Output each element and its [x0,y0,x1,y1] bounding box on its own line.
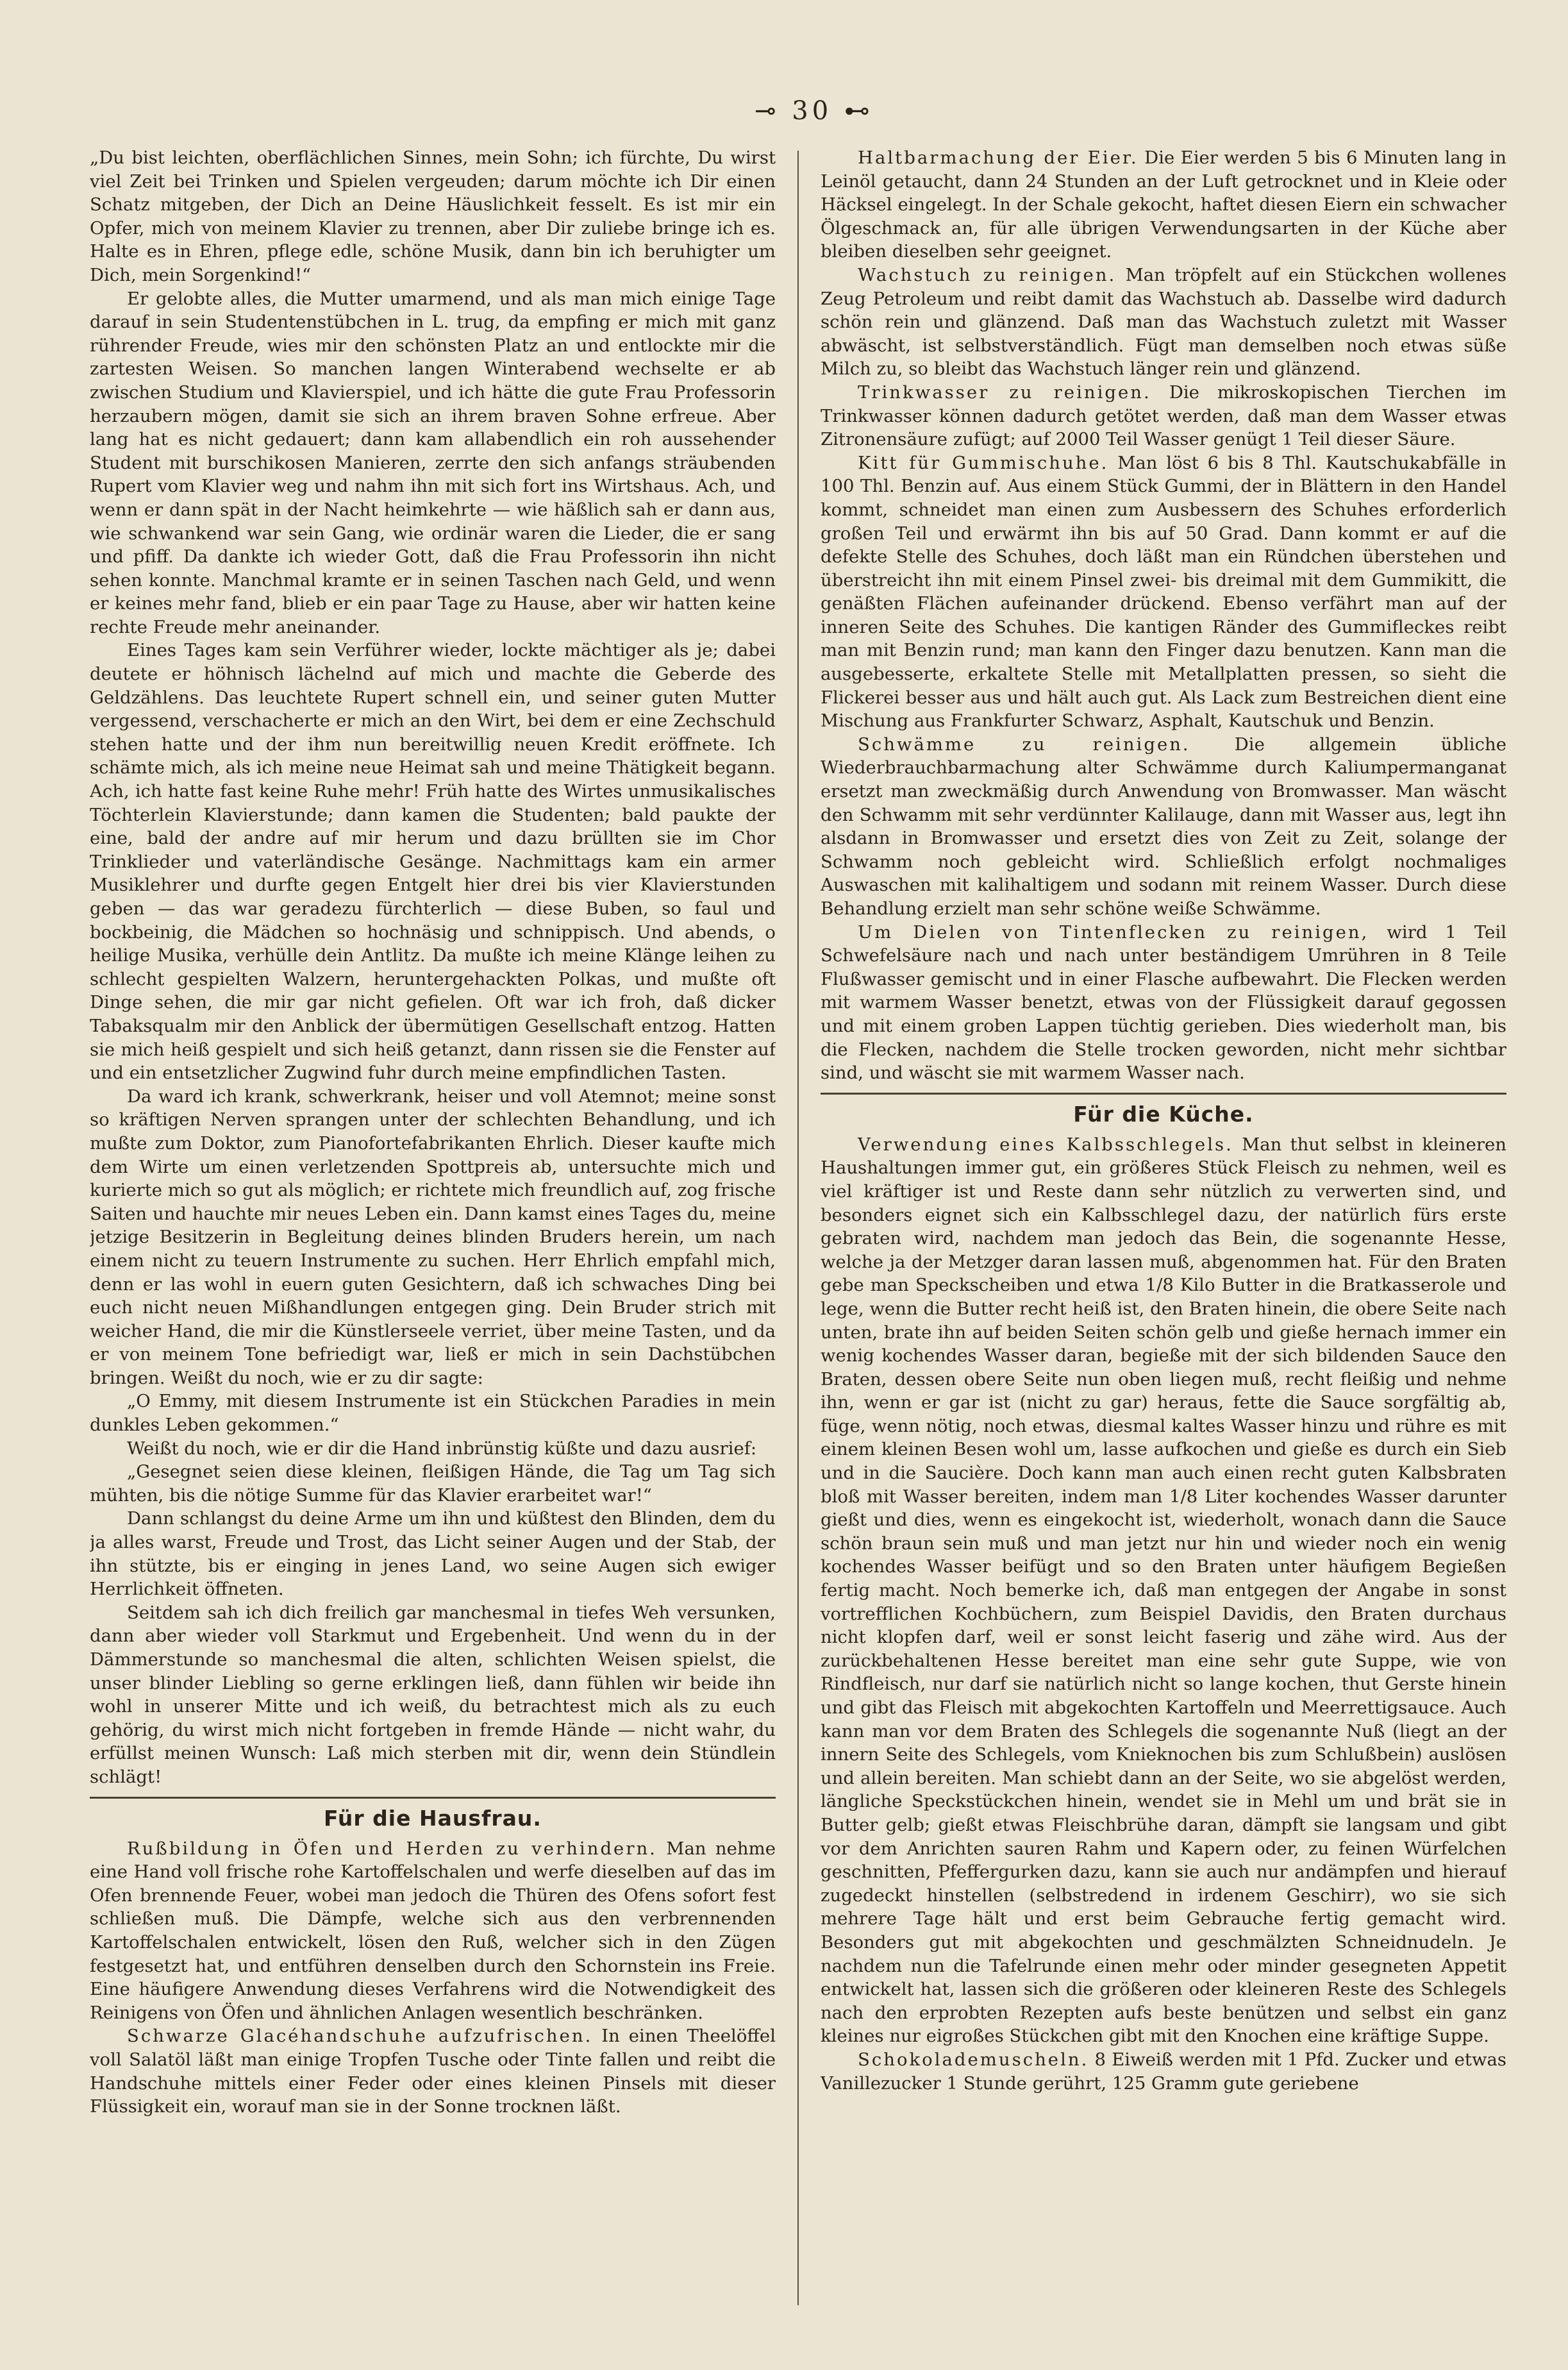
recipe-text: Die mikroskopischen Tierchen im Trinkwasser können dadurch getötet werden, daß man dem Wasser etwas Zitronensäure zufügt; auf 2000 Teil Wasser genügt 1 Teil dieser Säure. [821,382,1506,450]
recipe-heading: Wachstuch zu reinigen. [858,264,1117,285]
recipe-text: Man tröpfelt auf ein Stückchen wollenes Zeug Petroleum und reibt damit das Wachstuch ab. Dasselbe wird dadurch schön rein und glänzend. Daß man das Wachstuch zuletzt mit Wasser abwäscht, ist selbstverständlich. Fügt man demselben noch etwas süße Milch zu, so bleibt das Wachstuch länger rein und glänzend. [821,264,1506,380]
story-paragraph: „O Emmy, mit diesem Instrumente ist ein Stückchen Paradies in mein dunkles Leben gekommen.“ [90,1391,776,1436]
recipe-heading: Verwendung eines Kalbsschlegels. [858,1134,1233,1155]
recipe-heading: Schwarze Glacéhandschuhe aufzufrischen. [127,2026,593,2047]
story-paragraph: Weißt du noch, wie er dir die Hand inbrünstig küßte und dazu ausrief: [127,1438,757,1459]
recipe-text: 8 Eiweiß werden mit 1 Pfd. Zucker und etwas Vanillezucker 1 Stunde gerührt, 125 Gramm gute geriebene [821,2049,1506,2094]
recipe-text: Die allgemein übliche Wiederbrauchbarmachung alter Schwämme durch Kaliumpermanganat ersetzt man zweckmäßig durch Anwendung von Bromwasser. Man wäscht den Schwamm mit sehr verdünnter Kalilauge, dann mit Wasser aus, legt ihn alsdann in Bromwasser und ersetzt dies von Zeit zu Zeit, solange der Schwamm noch gebleicht wird. Schließlich erfolgt nochmaliges Auswaschen mit kalihaltigem und sodann mit reinem Wasser. Durch diese Behandlung erzielt man sehr schöne weiße Schwämme. [821,734,1506,919]
recipe-text: Die Eier werden 5 bis 6 Minuten lang in Leinöl getaucht, dann 24 Stunden an der Luft getrocknet und in Kleie oder Häcksel eingelegt. In der Schale gekocht, haftet diesen Eiern ein schwacher Ölgeschmack an, für alle übrigen Verwendungsarten in der Küche aber bleiben dieselben sehr geeignet. [821,147,1506,262]
recipe-text: Man löst 6 bis 8 Thl. Kautschukabfälle in 100 Thl. Benzin auf. Aus einem Stück Gummi, der in Blättern in den Handel kommt, schneidet man einen zum Ausbessern des Schuhes erforderlich großen Teil und erwärmt ihn bis auf 50 Grad. Dann kommt er auf die defekte Stelle des Schuhes, doch läßt man ein Ründchen überstehen und überstreicht ihn mit einem Pinsel zwei- bis dreimal mit dem Gummikitt, die genäßten Flächen aufeinander drückend. Ebenso verfährt man auf der inneren Seite des Schuhes. Die kantigen Ränder des Gummifleckes reibt man mit Benzin rund; man kann den Finger dazu benutzen. Kann man die ausgebesserte, erkaltete Stelle mit Metallplatten pressen, so sieht die Flickerei besser aus und hält auch gut. Als Lack zum Bestreichen dient eine Mischung aus Frankfurter Schwarz, Asphalt, Kautschuk und Benzin. [821,452,1506,732]
recipe-text: In einen Theelöffel voll Salatöl läßt man einige Tropfen Tusche oder Tinte fallen und reibt die Handschuhe mittels einer Feder oder eines kleinen Pinsels mit dieser Flüssigkeit ein, worauf man sie in der Sonne trocknen läßt. [90,2026,776,2117]
story-paragraph: Da ward ich krank, schwerkrank, heiser und voll Atemnot; meine sonst so kräftigen Nerven sprangen unter der schlechten Behandlung, und ich mußte zum Doktor, zum Pianofortefabrikanten Ehrlich. Dieser kaufte mich dem Wirte um einen verletzenden Spottpreis ab, untersuchte mich und kurierte mich so gut als möglich; er richtete mich freundlich auf, zog frische Saiten und hauchte mir neues Leben ein. Dann kamst eines Tages du, meine jetzige Besitzerin in Begleitung deines blinden Bruders herein, um nach einem nicht zu teuern Instrumente zu suchen. Herr Ehrlich empfahl mich, denn er las wohl in euern guten Gesichtern, daß ich schwaches Ding bei euch nicht neuen Mißhandlungen entgegen ging. Dein Bruder strich mit weicher Hand, die mir die Künstlerseele verriet, über meine Tasten, und da er von meinem Tone befriedigt war, ließ er mich in sein Dachstübchen bringen. Weißt du noch, wie er zu dir sagte: [90,1086,776,1388]
left-column [90,146,776,2301]
recipe-heading: Schwämme zu reinigen. [858,734,1190,755]
recipe-item [821,2048,1506,2095]
recipe-heading: Haltbarmachung der Eier. [858,147,1138,168]
recipe-heading: Rußbildung in Öfen und Herden zu verhindern. [127,1838,657,1859]
recipe-item [90,2024,776,2118]
recipe-item [821,451,1506,733]
page-number-value: 30 [792,96,833,126]
recipe-heading: Kitt für Gummischuhe. [858,452,1109,473]
recipe-heading: Trinkwasser zu reinigen. [858,382,1151,403]
recipe-item [821,733,1506,921]
recipe-item [821,921,1506,1085]
recipe-item [821,1133,1506,2048]
story-paragraph: „Du bist leichten, oberflächlichen Sinnes, mein Sohn; ich fürchte, Du wirst viel Zeit bei Trinken und Spielen vergeuden; darum möchte ich Dir einen Schatz mitgeben, der Dich an Deine Häuslichkeit fesselt. Es ist mir ein Opfer, mich von meinem Klavier zu trennen, aber Dir zuliebe bringe ich es. Halte es in Ehren, pflege edle, schöne Musik, dann bin ich beruhigter um Dich, mein Sorgenkind!“ [90,147,776,285]
newspaper-page [90,96,1539,2315]
right-column [821,146,1506,2301]
story-paragraph: Dann schlangst du deine Arme um ihn und küßtest den Blinden, dem du ja alles warst, Freude und Trost, das Licht seiner Augen und der Stab, der ihn stützte, bis er einging in jenes Land, wo seine Augen sich ewiger Herrlichkeit öffneten. [90,1508,776,1600]
recipe-item [821,381,1506,451]
story-paragraph: Eines Tages kam sein Verführer wieder, lockte mächtiger als je; dabei deutete er höhnisch lächelnd auf mich und machte die Geberde des Geldzählens. Das leuchtete Rupert schnell ein, und seiner guten Mutter vergessend, verschacherte er mich an den Wirt, bei dem er eine Zechschuld stehen hatte und der ihm nun bereitwillig neuen Kredit eröffnete. Ich schämte mich, als ich meine neue Heimat sah und meine Thätigkeit begann. Ach, ich hatte fast keine Ruhe mehr! Früh hatte des Wirtes unmusikalisches Töchterlein Klavierstunde; dann kamen die Studenten; bald paukte der eine, bald der andre auf mir herum und dazu brüllten sie im Chor Trinklieder und vaterländische Gesänge. Nachmittags kam ein armer Musiklehrer und durfte gegen Entgelt hier drei bis vier Klavierstunden geben — das war geradezu fürchterlich — diese Buben, so faul und bockbeinig, die Mädchen so hochnäsig und schnippisch. Und abends, o heilige Musika, verhülle dein Antlitz. Da mußte ich meine Klänge leihen zu schlecht gespielten Walzern, heruntergehackten Polkas, und mußte oft Dinge sehen, die mir gar nicht gefielen. Oft war ich froh, daß dicker Tabaksqualm mir den Anblick der übermütigen Gesellschaft entzog. Hatten sie mich heiß gespielt und sich heiß getanzt, dann rissen sie die Fenster auf und ein entsetzlicher Zugwind fuhr durch meine empfindlichen Tasten. [90,640,776,1084]
recipe-text: Man nehme eine Hand voll frische rohe Kartoffelschalen und werfe dieselben auf das im Ofen brennende Feuer, wobei man jedoch die Thüren des Ofens sofort fest schließen muß. Die Dämpfe, welche sich aus den verbrennenden Kartoffelschalen entwickelt, lösen den Ruß, welcher sich in den Zügen festgesetzt hat, und entführen denselben durch den Schornstein ins Freie. Eine häufigere Anwendung dieses Verfahrens wird die Notwendigkeit des Reinigens von Öfen und ähnlichen Anlagen wesentlich beschränken. [90,1838,776,2023]
section-title-hausfrau: Für die Hausfrau. [324,1805,542,1831]
recipe-text: wird 1 Teil Schwefelsäure nach und nach unter beständigem Umrühren in 8 Teile Flußwasser gemischt und in einer Flasche aufbewahrt. Die Flecken werden mit warmem Wasser benetzt, etwas von der Flüssigkeit darauf gegossen und mit einem groben Lappen tüchtig gerieben. Dies wiederholt man, bis die Flecken, nachdem die Stelle trocken geworden, nicht mehr sichtbar sind, und wäscht sie mit warmem Wasser nach. [821,921,1506,1084]
recipe-item [821,146,1506,264]
recipe-text: Man thut selbst in kleineren Haushaltungen immer gut, ein größeres Stück Fleisch zu nehmen, weil es viel kräftiger ist und Reste dann sehr nützlich zu verwerten sind, und besonders eignet sich ein Kalbsschlegel dazu, der natürlich fürs erste gebraten wird, nachdem man jedoch das Bein, die sogenannte Hesse, welche ja der Metzger daran lassen muß, abgenommen hat. Für den Braten gebe man Speckscheiben und etwa 1/8 Kilo Butter in die Bratkasserole und lege, wenn die Butter recht heiß ist, den Braten hinein, die obere Seite nach unten, brate ihn auf beiden Seiten schön gelb und gieße hernach immer ein wenig kochendes Wasser daran, begieße mit der sich bildenden Sauce den Braten, dessen obere Seite nun oben liegen muß, recht fleißig und nehme ihn, wenn er gar ist (nicht zu gar) heraus, fette die Sauce sorgfältig ab, füge, wenn nötig, noch etwas, diesmal kaltes Wasser hinzu und rühre es mit einem kleinen Besen wohl um, lasse aufkochen und gieße es durch ein Sieb und in die Saucière. Doch kann man auch einen recht guten Kalbsbraten bloß mit Wasser bereiten, indem man 1/8 Liter kochendes Wasser darunter gießt und dies, wenn es eingekocht ist, wiederholt, wonach dann die Sauce schön braun sein muß und man jetzt nur hin und wieder noch ein wenig kochendes Wasser beifügt und so den Braten unter häufigem Begießen fertig macht. Noch bemerke ich, daß man entgegen der Angabe in sonst vortrefflichen Kochbüchern, zum Beispiel Davidis, den Braten durchaus nicht klopfen darf, weil er sonst leicht faserig und zähe wird. Aus der zurückbehaltenen Hesse bereitet man eine sehr gute Suppe, wie von Rindfleisch, nur darf sie natürlich nicht so lange kochen, thut Gerste hinein und gibt das Fleisch mit abgekochten Kartoffeln und Meerrettigsauce. Auch kann man vor dem Braten des Schlegels die sogenannte Nuß (liegt an der innern Seite des Schlegels, vom Knieknochen bis zum Schlußbein) auslösen und allein bereiten. Man schiebt dann an der Seite, wo sie abgelöst werden, längliche Speckstückchen hinein, wendet sie in Mehl um und brät sie in Butter gelb; gießt etwas Fleischbrühe daran, dämpft sie langsam und gibt vor dem Anrichten sauren Rahm und Kapern oder, zu feinen Würfelchen geschnitten, Pfeffergurken dazu, kann sie auch nur andämpfen und hierauf zugedeckt hinstellen (selbstredend in irdenem Geschirr), wo sie sich mehrere Tage hält und erst beim Gebrauche fertig gemacht wird. Besonders gut mit abgekochten und geschmälzten Schneidnudeln. Je nachdem nun die Tafelrunde einen mehr oder minder gesegneten Appetit entwickelt hat, lassen sich die größeren oder kleineren Reste des Schlegels nach den erprobten Rezepten aufs beste benützen und selbst ein ganz kleines nur eigroßes Stückchen gibt mit den Knochen eine kräftige Suppe. [821,1134,1506,2047]
section-title-kueche: Für die Küche. [1073,1101,1254,1127]
recipe-item [90,1837,776,2025]
recipe-heading: Schokolademuscheln. [858,2049,1089,2070]
column-divider [797,151,799,2305]
story-paragraph: „Gesegnet seien diese kleinen, fleißigen Hände, die Tag um Tag sich mühten, bis die nötige Summe für das Klavier erarbeitet war!“ [90,1461,776,1506]
story-paragraph: Seitdem sah ich dich freilich gar manchesmal in tiefes Weh versunken, dann aber wieder voll Starkmut und Ergebenheit. Und wenn du in der Dämmerstunde so manchesmal die alten, schlichten Weisen spielst, die unser blinder Liebling so gerne erklingen ließ, dann fühlen wir beide ihn wohl in unserer Mitte und ich weiß, du betrachtest mich als zu euch gehörig, du wirst mich nicht fortgeben in fremde Hände — nicht wahr, du erfüllst meinen Wunsch: Laß mich sterben mit dir, wenn dein Stündlein schlägt! [90,1602,776,1787]
section-divider [821,1093,1506,1095]
story-paragraph: Er gelobte alles, die Mutter umarmend, und als man mich einige Tage darauf in sein Studentenstübchen in L. trug, da empfing er mich mit ganz rührender Freude, wies mir den schönsten Platz an und entlockte mir die zartesten Weisen. So manchen langen Winterabend wechselte er ab zwischen Studium und Klavierspiel, und ich hätte die gute Frau Professorin herzaubern mögen, damit sie sich an ihrem braven Sohne erfreue. Aber lang hat es nicht gedauert; dann kam allabendlich ein roh aussehender Student mit burschikosen Manieren, zerrte den sich anfangs sträubenden Rupert vom Klavier weg und nahm ihn mit sich fort ins Wirtshaus. Ach, und wenn er dann spät in der Nacht heimkehrte — wie häßlich sah er dann aus, wie schwankend war sein Gang, wie ordinär waren die Lieder, die er sang und pfiff. Da dankte ich wieder Gott, daß die Frau Professorin ihn nicht sehen konnte. Manchmal kramte er in seinen Taschen nach Geld, und wenn er keines mehr fand, blieb er ein paar Tage zu Hause, aber wir hatten keine rechte Freude mehr aneinander. [90,288,776,637]
section-divider [90,1797,776,1799]
recipe-item [821,264,1506,381]
recipe-heading: Um Dielen von Tintenflecken zu reinigen, [858,921,1369,943]
page-number: ⊸ 30 ⊷ [755,96,874,126]
